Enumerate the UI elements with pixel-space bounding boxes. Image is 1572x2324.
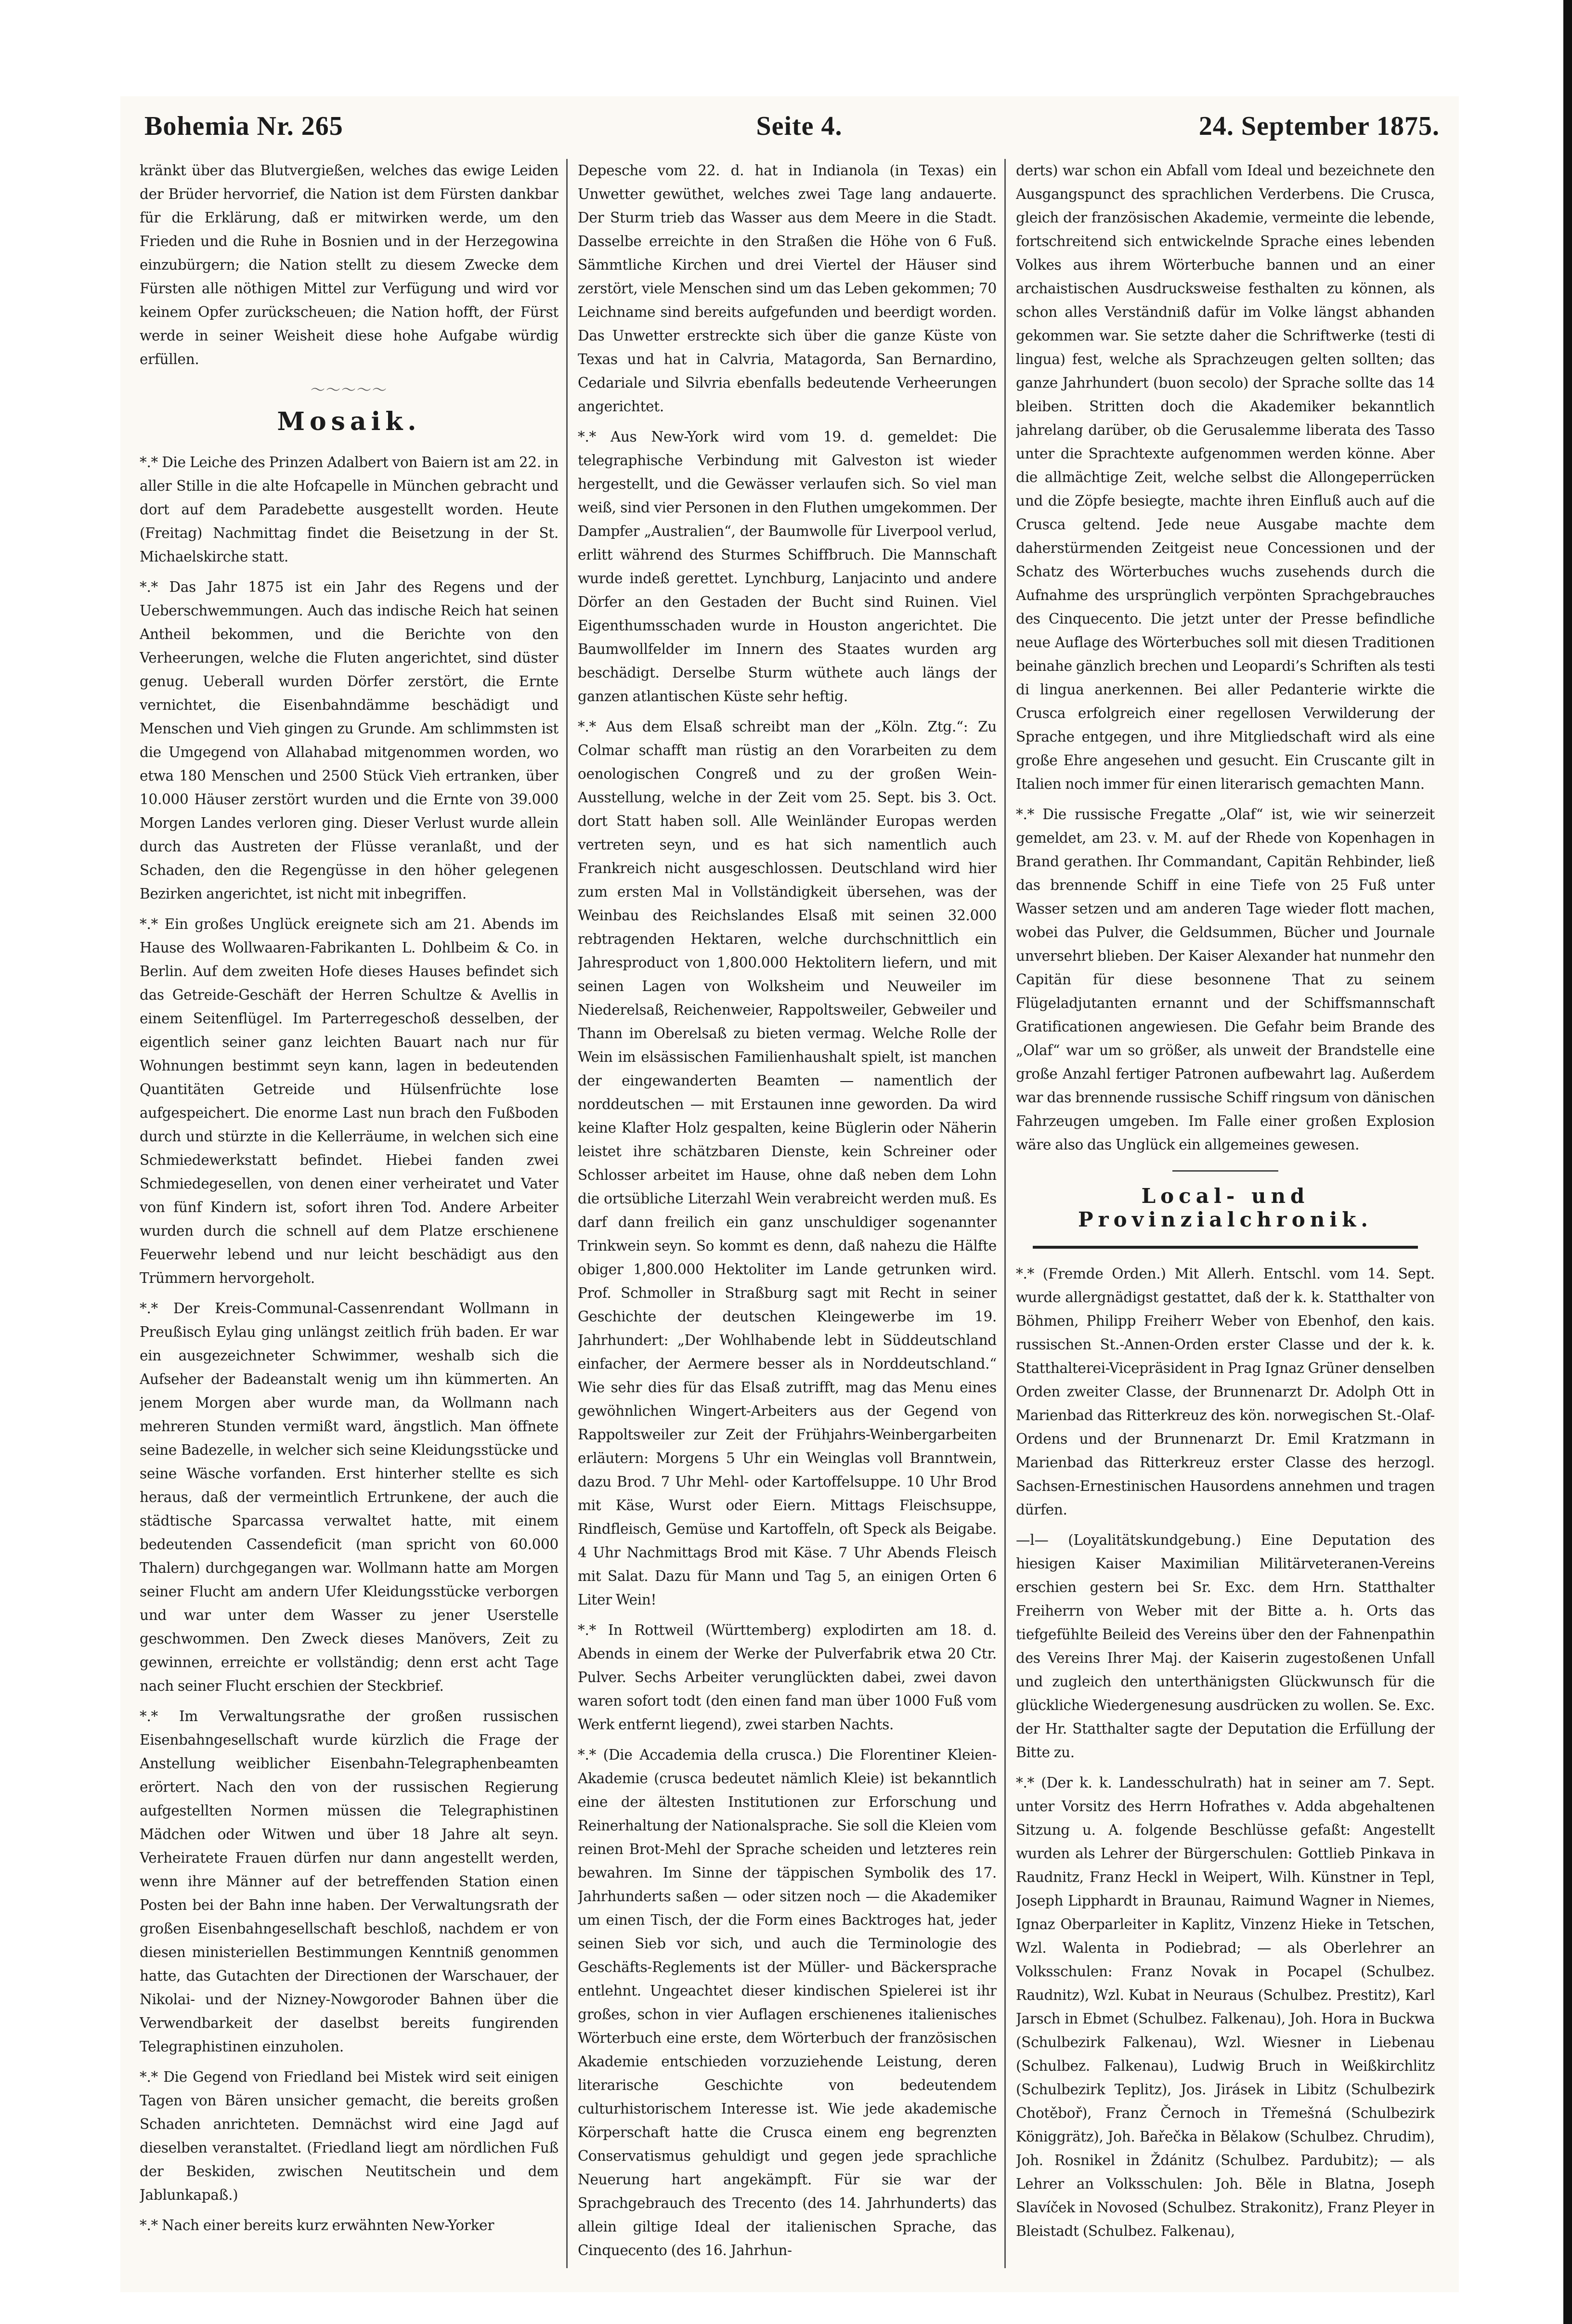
page-header: [144, 111, 1440, 154]
news-item: Depesche vom 22. d. hat in Indianola (in Texas) ein Unwetter gewüthet, welches zwei Tage lang andauerte. Der Sturm trieb das Wasser aus dem Meere in die Stadt. Dasselbe erreichte in den Straßen die Höhe von 6 Fuß. Sämmtliche Kirchen und drei Viertel der Häuser sind zerstört, viele Menschen sind um das Leben gekommen; 70 Leichname sind bereits aufgefunden und beerdigt worden. Das Unwetter erstreckte sich über die ganze Küste von Texas und hat in Calvria, Matagorda, San Bernardino, Cedariale und Silvria ebenfalls bedeutende Verheerungen angerichtet.: [578, 162, 997, 415]
news-item: *.* Die Gegend von Friedland bei Mistek wird seit einigen Tagen von Bären unsicher gemacht, die bereits großen Schaden anrichteten. Demnächst wird eine Jagd auf dieselben veranstaltet. (Friedland liegt am nördlichen Fuß der Beskiden, zwischen Neutitschein und dem Jablunkapaß.): [140, 2069, 559, 2203]
section-heading-mosaik: Mosaik.: [277, 407, 421, 436]
article-continuation: kränkt über das Blutvergießen, welches das ewige Leiden der Brüder hervorrief, die Nation ist dem Fürsten dankbar für die Erklärung, daß er mitwirken werde, um den Frieden und die Ruhe in Bosnien und in der Herzegowina einzubürgern; die Nation stellt zu diesem Zwecke dem Fürsten alle nöthigen Mittel zur Verfügung und wird vor keinem Opfer zurückscheuen; die Nation hofft, der Fürst werde in seiner Weisheit diese hohe Aufgabe würdig erfüllen.: [140, 162, 559, 367]
column-2: [578, 159, 997, 2268]
news-item: *.* (Die Accademia della crusca.) Die Florentiner Kleien-Akademie (crusca bedeutet nämlich Kleie) ist bekanntlich eine der ältesten Institutionen zur Erforschung und Reinerhaltung der Nationalsprache. Sie soll die Kleien vom reinen Brot-Mehl der Sprache scheiden und letzteres rein bewahren. Im Sinne der täppischen Symbolik des 17. Jahrhunderts saßen — oder sitzen noch — die Akademiker um einen Tisch, der die Form eines Backtroges hat, jeder seinen Sieb vor sich, und auch die Terminologie des Geschäfts-Reglements ist der Müller- und Bäckersprache entlehnt. Ungeachtet dieser kindischen Spielerei ist ihr großes, schon in vier Auflagen erschienenes italienisches Wörterbuch eine erste, dem Wörterbuch der französischen Akademie entschieden vorzuziehende Leistung, deren literarische Geschichte von bedeutendem culturhistorischem Interesse ist. Wie jede akademische Körperschaft hatte die Crusca einem eng begrenzten Conservatismus gehuldigt und gegen jede sprachliche Neuerung hart angekämpft. Für sie war der Sprachgebrauch des Trecento (des 14. Jahrhunderts) das allein giltige Ideal der italienischen Sprache, das Cinquecento (des 16. Jahrhun-: [578, 1747, 997, 2259]
news-item: *.* Im Verwaltungsrathe der großen russischen Eisenbahngesellschaft wurde kürzlich die Frage der Anstellung weiblicher Eisenbahn-Telegraphenbeamten erörtert. Nach den von der russischen Regierung aufgestellten Normen müssen die Telegraphistinen Mädchen oder Witwen und über 18 Jahre alt seyn. Verheiratete Frauen dürfen nur dann angestellt werden, wenn ihre Männer auf der betreffenden Station einen Posten bei der Bahn inne haben. Der Verwaltungsrath der großen Eisenbahngesellschaft beschloß, nachdem er von diesen ministeriellen Bestimmungen Kenntniß genommen hatte, das Gutachten der Directionen der Warschauer, der Nikolai- und der Nizney-Nowgoroder Bahnen über die Verwendbarkeit der daselbst bereits fungirenden Telegraphistinen einzuholen.: [140, 1708, 559, 2055]
column-rule-1: [566, 159, 568, 2268]
issue-label: Bohemia Nr. 265: [144, 111, 343, 141]
newspaper-page: [120, 96, 1459, 2292]
news-item: *.* Nach einer bereits kurz erwähnten New-Yorker: [140, 2217, 494, 2233]
news-item: *.* (Fremde Orden.) Mit Allerh. Entschl. vom 14. Sept. wurde allergnädigst gestattet, daß der k. k. Statthalter von Böhmen, Philipp Freiherr Weber von Ebenhof, den kais. russischen St.-Annen-Orden erster Classe und der k. k. Statthalterei-Vicepräsident in Prag Ignaz Grüner denselben Orden zweiter Classe, der Brunnenarzt Dr. Adolph Ott in Marienbad das Ritterkreuz des kön. norwegischen St.-Olaf-Ordens und der Brunnenarzt Dr. Emil Kratzmann in Marienbad das Ritterkreuz erster Classe des herzogl. Sachsen-Ernestinischen Hausordens annehmen und tragen dürfen.: [1016, 1266, 1435, 1518]
news-item: *.* Der Kreis-Communal-Cassenrendant Wollmann in Preußisch Eylau ging unlängst zeitlich früh baden. Er war ein ausgezeichneter Schwimmer, weshalb sich die Aufseher der Badeanstalt wenig um ihn kümmerten. An jenem Morgen aber wurde man, da Wollmann nach mehreren Stunden vermißt ward, ängstlich. Man öffnete seine Badezelle, in welcher sich seine Kleidungsstücke und seine Wäsche vorfanden. Erst hinterher stellte es sich heraus, daß der vermeintlich Ertrunkene, der auch die städtische Sparcassa verwaltet hatte, mit einem bedeutenden Cassendeficit (man spricht von 60.000 Thalern) durchgegangen war. Wollmann hatte am Morgen seiner Flucht am andern Ufer Kleidungsstücke verborgen und war unter dem Wasser zu jener Userstelle geschwommen. Den Zweck dieses Manövers, Zeit zu gewinnen, erreichte er vollständig; denn erst acht Tage nach seiner Flucht erschien der Steckbrief.: [140, 1300, 559, 1694]
column-1: [140, 159, 559, 2268]
news-item: *.* In Rottweil (Württemberg) explodirten am 18. d. Abends in einem der Werke der Pulverfabrik etwa 20 Ctr. Pulver. Sechs Arbeiter verunglückten dabei, zwei davon waren sofort todt (den einen fand man über 1000 Fuß vom Werk entfernt liegend), zwei starben Nachts.: [578, 1622, 997, 1733]
heading-rule: [1033, 1246, 1418, 1249]
news-item: *.* Aus dem Elsaß schreibt man der „Köln. Ztg.“: Zu Colmar schafft man rüstig an den Vorarbeiten zu dem oenologischen Congreß und zu der großen Wein-Ausstellung, welche in der Zeit vom 25. Sept. bis 3. Oct. dort Statt haben soll. Alle Weinländer Europas werden vertreten seyn, und es hat sich namentlich auch Frankreich nicht ausgeschlossen. Deutschland wird hier zum ersten Mal in Vollständigkeit übersehen, was der Weinbau des Reichslandes Elsaß mit seinen 32.000 rebtragenden Hektaren, welche durchschnittlich ein Jahresproduct von 1,800.000 Hektolitern liefern, und mit seinen Lagen von Wolksheim und Neuweiler im Niederelsaß, Reichenweier, Rappoltsweiler, Gebweiler und Thann im Oberelsaß zu bieten vermag. Welche Rolle der Wein im elsässischen Familienhaushalt spielt, ist manchen der eingewanderten Beamten — namentlich der norddeutschen — mit Erstaunen inne geworden. Da wird keine Klafter Holz gespalten, keine Büglerin oder Näherin leistet ihre schätzbaren Dienste, kein Schreiner oder Schlosser arbeitet im Hause, ohne daß neben dem Lohn die ortsübliche Literzahl Wein verabreicht werden muß. Es darf dann freilich ein ganz unschuldiger sogenannter Trinkwein seyn. So kommt es denn, daß nahezu die Hälfte obiger 1,800.000 Hektoliter im Lande getrunken wird. Prof. Schmoller in Straßburg sagt mit Recht in seiner Geschichte der deutschen Kleingewerbe im 19. Jahrhundert: „Der Wohlhabende lebt in Süddeutschland einfacher, der Aermere besser als in Norddeutschland.“ Wie sehr dies für das Elsaß zutrifft, mag das Menu eines gewöhnlichen Wingert-Arbeiters aus der Gegend von Rappoltsweiler zur Zeit der Frühjahrs-Weinbergarbeiten erläutern: Morgens 5 Uhr ein Weinglas voll Branntwein, dazu Brod. 7 Uhr Mehl- oder Kartoffelsuppe. 10 Uhr Brod mit Käse, Wurst oder Eiern. Mittags Fleischsuppe, Rindfleisch, Gemüse und Kartoffeln, oft Speck als Beigabe. 4 Uhr Nachmittags Brod mit Käse. 7 Uhr Abends Fleisch mit Salat. Dazu für Mann und Tag 5, an einigen Orten 6 Liter Wein!: [578, 718, 997, 1608]
column-3: [1016, 159, 1435, 2268]
scan-edge: [1563, 0, 1572, 2324]
page-number: Seite 4.: [756, 111, 843, 141]
news-item: *.* Das Jahr 1875 ist ein Jahr des Regens und der Ueberschwemmungen. Auch das indische Reich hat seinen Antheil bekommen, und die Berichte von den Verheerungen, welche die Fluten angerichtet, sind düster genug. Ueberall wurden Dörfer zerstört, die Ernte vernichtet, die Eisenbahndämme beschädigt und Menschen und Vieh gingen zu Grunde. Am schlimmsten ist die Umgegend von Allahabad mitgenommen worden, wo etwa 180 Menschen und 2500 Stück Vieh ertranken, über 10.000 Häuser zerstört wurden und die Ernte von 39.000 Morgen Landes verloren ging. Dieser Verlust wurde allein durch das Austreten der Flüsse veranlaßt, und der Schaden, den die Regengüsse in den höher gelegenen Bezirken angerichtet, ist nicht mit inbegriffen.: [140, 579, 559, 902]
news-item: *.* Ein großes Unglück ereignete sich am 21. Abends im Hause des Wollwaaren-Fabrikanten L. Dohlbeim & Co. in Berlin. Auf dem zweiten Hofe dieses Hauses befindet sich das Getreide-Geschäft der Herren Schultze & Avellis in einem Seitenflügel. Im Parterregeschoß desselben, der eigentlich seiner ganz leichten Bauart nach nur für Wohnungen bestimmt seyn kann, lagen in bedeutenden Quantitäten Getreide und Hülsenfrüchte lose aufgespeichert. Die enorme Last nun brach den Fußboden durch und stürzte in die Kellerräume, in welchen sich eine Schmiedewerkstatt befindet. Hiebei fanden zwei Schmiedegesellen, von denen einer verheiratet und Vater von fünf Kindern ist, sofort ihren Tod. Andere Arbeiter wurden durch die schnell auf dem Platze erschienene Feuerwehr lebend und nur leicht beschädigt aus den Trümmern hervorgeholt.: [140, 916, 559, 1286]
news-item: derts) war schon ein Abfall vom Ideal und bezeichnete den Ausgangspunct des sprachlichen Verderbens. Die Crusca, gleich der französischen Akademie, vermeinte die lebende, fortschreitend sich entwickelnde Sprache eines lebenden Volkes aus ihrem Wörterbuche bannen und an einer archaistischen Ausdrucksweise festhalten zu können, als schon alles Verständniß dafür im Volke längst abhanden gekommen war. Sie setzte daher die Schriftwerke (testi di lingua) fest, welche als Sprachzeugen gelten sollten; das ganze Jahrhundert (buon secolo) der Sprache sollte das 14 bleiben. Stritten doch die Akademiker bekanntlich jahrelang darüber, ob die Gerusalemme liberata des Tasso unter die Sprachtexte aufgenommen werden könne. Aber die allmächtige Zeit, welche selbst die Allongeperrücken und die Zöpfe besiegte, machte ihren Einfluß auch auf die Crusca geltend. Jede neue Ausgabe machte dem daherstürmenden Zeitgeist neue Concessionen und der Schatz des Wörterbuches wuchs zusehends durch die Aufnahme des ursprünglich verpönten Sprachgebrauches des Cinquecento. Die jetzt unter der Presse befindliche neue Auflage des Wörterbuches soll mit diesen Traditionen beinahe gänzlich brechen und Leopardi’s Schriften als testi di lingua anerkennen. Bei aller Pedanterie wirkte die Crusca erfolgreich einer regellosen Verwilderung der Sprache entgegen, und ihre Mitgliedschaft wird als eine große Ehre angesehen und gesucht. Ein Cruscante gilt in Italien noch immer für einen literarisch gemachten Mann.: [1016, 162, 1435, 792]
section-heading-local: Local- und Provinzialchronik.: [1078, 1184, 1373, 1231]
news-item: *.* (Der k. k. Landesschulrath) hat in seiner am 7. Sept. unter Vorsitz des Herrn Hofrathes v. Adda abgehaltenen Sitzung u. A. folgende Beschlüsse gefaßt: Angestellt wurden als Lehrer der Bürgerschulen: Gottlieb Pinkava in Raudnitz, Franz Heckl in Weipert, Wilh. Künstner in Tepl, Joseph Lipphardt in Braunau, Raimund Wagner in Niemes, Ignaz Oberparleiter in Kaplitz, Vinzenz Hieke in Tetschen, Wzl. Walenta in Podiebrad; — als Oberlehrer an Volksschulen: Franz Novak in Pocapel (Schulbez. Raudnitz), Wzl. Kubat in Neuraus (Schulbez. Prestitz), Karl Jarsch in Ebmet (Schulbez. Falkenau), Joh. Hora in Buckwa (Schulbezirk Falkenau), Wzl. Wiesner in Liebenau (Schulbez. Falkenau), Ludwig Bruch in Weißkirchlitz (Schulbezirk Teplitz), Jos. Jirásek in Libitz (Schulbezirk Chotěboř), Franz Černoch in Třemešná (Schulbezirk Königgrätz), Joh. Bařečka in Bělakow (Schulbez. Chrudim), Joh. Rosnikel in Ždánitz (Schulbez. Pardubitz); — als Lehrer an Volksschulen: Joh. Běle in Blatna, Joseph Slavíček in Novosed (Schulbez. Strakonitz), Franz Pleyer in Bleistadt (Schulbez. Falkenau),: [1016, 1775, 1435, 2239]
news-item: *.* Die russische Fregatte „Olaf“ ist, wie wir seinerzeit gemeldet, am 23. v. M. auf der Rhede von Kopenhagen in Brand gerathen. Ihr Commandant, Capitän Rehbinder, ließ das brennende Schiff in eine Tiefe von 25 Fuß unter Wasser setzen und am anderen Tage wieder flott machen, wobei das Pulver, die Geldsummen, Bücher und Journale unversehrt blieben. Der Kaiser Alexander hat nunmehr den Capitän für diese besonnene That zu seinem Flügeladjutanten ernannt und der Schiffsmannschaft Gratificationen angewiesen. Die Gefahr beim Brande des „Olaf“ war um so größer, als unweit der Brandstelle eine große Anzahl fertiger Patronen aufbewahrt lag. Außerdem war das brennende russische Schiff ringsum von dänischen Fahrzeugen umgeben. Im Falle einer großen Explosion wäre also das Unglück ein allgemeines gewesen.: [1016, 806, 1435, 1153]
column-rule-2: [1004, 159, 1006, 2268]
issue-date: 24. September 1875.: [1198, 111, 1440, 141]
news-item: *.* Die Leiche des Prinzen Adalbert von Baiern ist am 22. in aller Stille in die alte Hofcapelle in München gebracht und dort auf dem Paradebette ausgestellt worden. Heute (Freitag) Nachmittag findet die Beisetzung in der St. Michaelskirche statt.: [140, 454, 559, 565]
section-divider: [1172, 1170, 1278, 1172]
news-item: —l— (Loyalitätskundgebung.) Eine Deputation des hiesigen Kaiser Maximilian Militärveteranen-Vereins erschien gestern bei Sr. Exc. dem Hrn. Statthalter Freiherrn von Weber mit der Bitte a. h. Orts das tiefgefühlte Beileid des Vereins über den der Fahnenpathin des Vereins Ihrer Maj. der Kaiserin zugestoßenen Unfall und zugleich den unterthänigsten Glückwunsch für die glückliche Wiedergenesung ausdrücken zu wollen. Se. Exc. der Hr. Statthalter sagte der Deputation die Erfüllung der Bitte zu.: [1016, 1532, 1435, 1761]
ornament-divider: 〜〜〜〜〜: [311, 382, 388, 399]
news-item: *.* Aus New-York wird vom 19. d. gemeldet: Die telegraphische Verbindung mit Galveston ist wieder hergestellt, und die Gewässer verlaufen sich. So viel man weiß, sind vier Personen in den Fluthen umgekommen. Der Dampfer „Australien“, der Baumwolle für Liverpool verlud, erlitt während des Sturmes Schiffbruch. Die Mannschaft wurde indeß gerettet. Lynchburg, Lanjacinto und andere Dörfer an den Gestaden der Bucht sind Ruinen. Viel Eigenthumsschaden wurde in Houston angerichtet. Die Baumwollfelder im Innern des Staates wurden arg beschädigt. Derselbe Sturm wüthete auch längs der ganzen atlantischen Küste sehr heftig.: [578, 429, 997, 705]
